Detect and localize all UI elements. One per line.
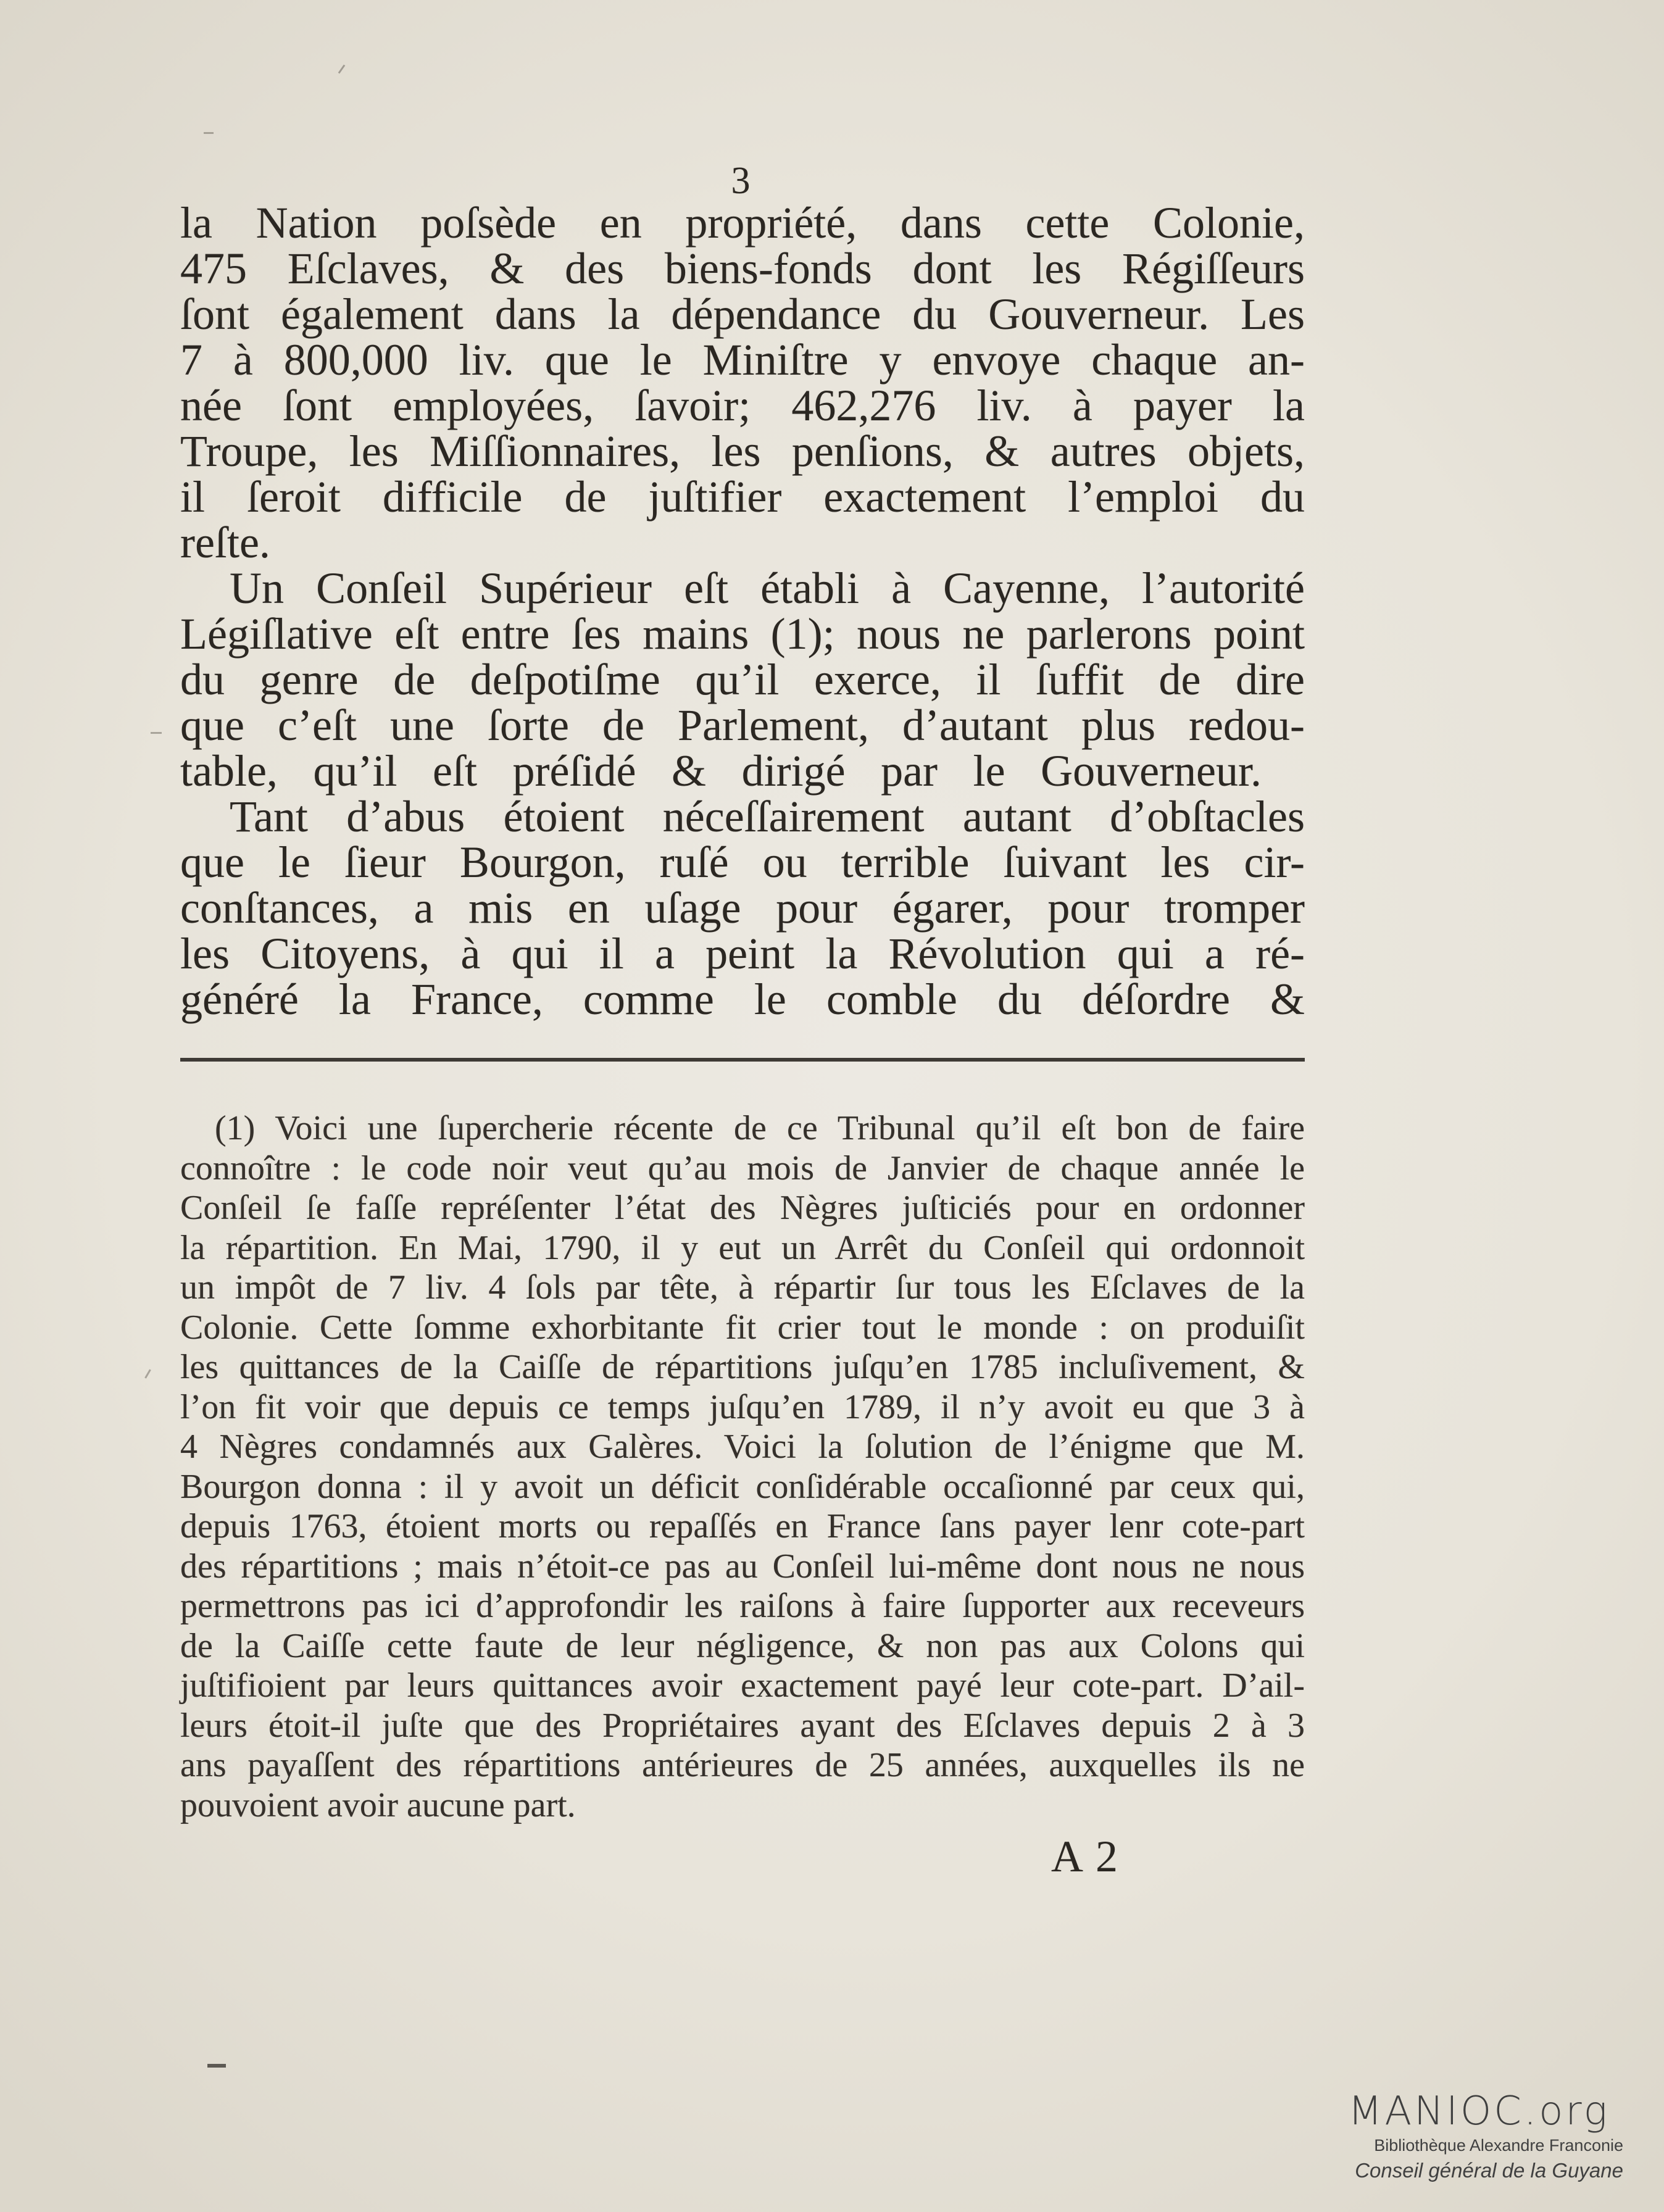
body-line: table, qu’il eſt préſidé & dirigé par le Gouverneur. xyxy=(180,746,1262,796)
footnote xyxy=(180,1108,1305,1825)
footnote-rule xyxy=(180,1058,1305,1062)
footnote-line: l’on fit voir que depuis ce temps juſqu’en 1789, il n’y avoit eu que 3 à xyxy=(180,1387,1305,1426)
body-line: née ſont employées, ſavoir; 462,276 liv. à payer la xyxy=(180,381,1305,430)
manioc-logo: MANIOC.org xyxy=(1348,2089,1610,2134)
body-line: Légiſlative eſt entre ſes mains (1); nous ne parlerons point xyxy=(180,609,1305,659)
footnote-line: leurs étoit-il juſte que des Propriétaires ayant des Eſclaves depuis 2 à 3 xyxy=(180,1706,1305,1745)
ink-speck xyxy=(207,2064,226,2068)
footnote-line: (1) Voici une ſupercherie récente de ce Tribunal qu’il eſt bon de faire xyxy=(215,1109,1305,1147)
body-line: généré la France, comme le comble du déſordre & xyxy=(180,975,1305,1024)
page-number: 3 xyxy=(731,160,751,202)
body-line: la Nation poſsède en propriété, dans cette Colonie, xyxy=(180,198,1305,247)
body-line: conſtances, a mis en uſage pour égarer, pour tromper xyxy=(180,883,1305,933)
signature-mark: A 2 xyxy=(1051,1832,1118,1881)
body-line: 475 Eſclaves, & des biens-fonds dont les Régiſſeurs xyxy=(180,244,1305,293)
body-line: du genre de deſpotiſme qu’il exerce, il ſuffit de dire xyxy=(180,655,1305,704)
body-line: les Citoyens, à qui il a peint la Révolution qui a ré- xyxy=(180,929,1305,978)
footnote-line: de la Caiſſe cette faute de leur négligence, & non pas aux Colons qui xyxy=(180,1626,1305,1665)
body-line: 7 à 800,000 liv. que le Miniſtre y envoye chaque an- xyxy=(180,335,1305,385)
body-line: Un Conſeil Supérieur eſt établi à Cayenne, l’autorité xyxy=(230,563,1305,613)
footnote-line: Bourgon donna : il y avoit un déficit conſidérable occaſionné par ceux qui, xyxy=(180,1467,1305,1506)
ink-speck xyxy=(144,1369,151,1378)
ink-speck xyxy=(204,132,214,134)
watermark xyxy=(1290,2090,1623,2184)
body-line: ſont également dans la dépendance du Gouverneur. Les xyxy=(180,289,1305,339)
body-line: Troupe, les Miſſionnaires, les penſions, & autres objets, xyxy=(180,426,1305,476)
footnote-line: un impôt de 7 liv. 4 ſols par tête, à répartir ſur tous les Eſclaves de la xyxy=(180,1268,1305,1307)
ink-speck xyxy=(338,65,346,74)
body-line: que c’eſt une ſorte de Parlement, d’autant plus redou- xyxy=(180,701,1305,750)
library-name: Bibliothèque Alexandre Franconie xyxy=(1374,2136,1623,2155)
footnote-line: 4 Nègres condamnés aux Galères. Voici la ſolution de l’énigme que M. xyxy=(180,1428,1305,1466)
footnote-line: depuis 1763, étoient morts ou repaſſés en France ſans payer lenr cote-part xyxy=(180,1507,1305,1545)
ink-speck xyxy=(151,732,162,734)
body-text xyxy=(180,200,1305,1022)
footnote-line: permettrons pas ici d’approfondir les raiſons à faire ſupporter aux receveurs xyxy=(180,1587,1305,1625)
footnote-line: pouvoient avoir aucune part. xyxy=(180,1786,576,1824)
body-line: que le ſieur Bourgon, ruſé ou terrible ſuivant les cir- xyxy=(180,838,1305,887)
body-line: Tant d’abus étoient néceſſairement autant d’obſtacles xyxy=(230,792,1305,841)
body-line: reſte. xyxy=(180,518,270,567)
footnote-line: ans payaſſent des répartitions antérieures de 25 années, auxquelles ils ne xyxy=(180,1746,1305,1784)
council-name: Conseil général de la Guyane xyxy=(1355,2159,1623,2182)
body-line: il ſeroit difficile de juſtifier exactement l’emploi du xyxy=(180,472,1305,522)
footnote-line: connoître : le code noir veut qu’au mois de Janvier de chaque année le xyxy=(180,1149,1305,1187)
footnote-line: les quittances de la Caiſſe de répartitions juſqu’en 1785 incluſivement, & xyxy=(180,1348,1305,1386)
footnote-line: juſtifioient par leurs quittances avoir exactement payé leur cote-part. D’ail- xyxy=(180,1666,1305,1705)
footnote-line: la répartition. En Mai, 1790, il y eut un Arrêt du Conſeil qui ordonnoit xyxy=(180,1228,1305,1267)
footnote-line: des répartitions ; mais n’étoit-ce pas au Conſeil lui-même dont nous ne nous xyxy=(180,1547,1305,1586)
footnote-line: Colonie. Cette ſomme exhorbitante fit crier tout le monde : on produiſit xyxy=(180,1308,1305,1347)
footnote-line: Conſeil ſe faſſe repréſenter l’état des Nègres juſticiés pour en ordonner xyxy=(180,1189,1305,1227)
